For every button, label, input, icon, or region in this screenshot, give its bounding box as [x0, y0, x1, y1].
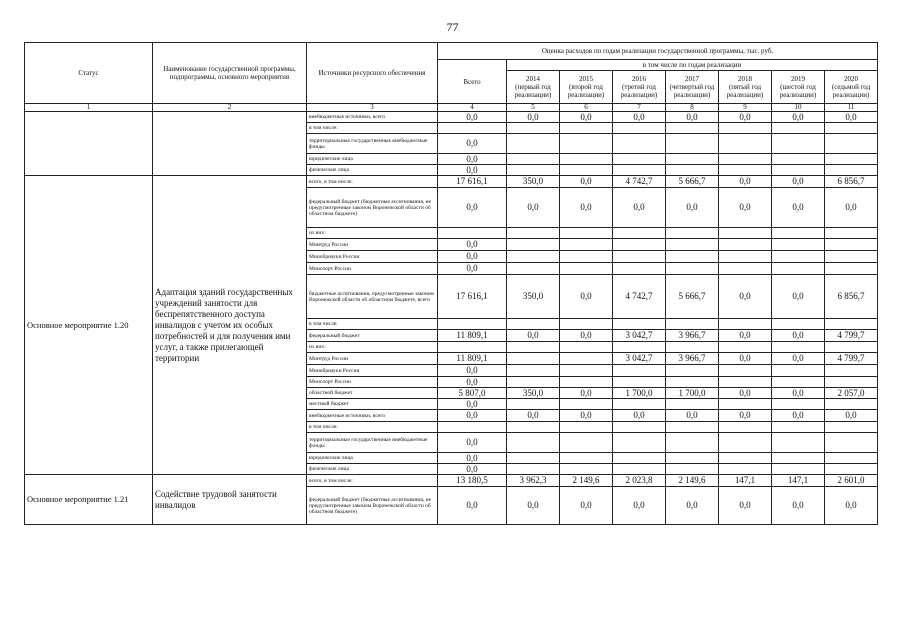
year-value-cell	[772, 319, 825, 330]
year-value-cell	[666, 365, 719, 377]
year-sublabel: (шестой год реализации)	[779, 83, 817, 99]
year-value-cell	[666, 228, 719, 239]
source-cell: в том числе:	[307, 123, 438, 134]
total-value-cell: 0,0	[438, 134, 507, 154]
year-value-cell: 5 666,7	[666, 275, 719, 319]
year-value-cell	[666, 342, 719, 353]
source-cell: территориальные государственные внебюджетные фонды	[307, 134, 438, 154]
year-value-cell: 0,0	[719, 188, 772, 228]
year-value-cell	[560, 433, 613, 453]
year-value-cell	[719, 422, 772, 433]
year-value-cell	[719, 342, 772, 353]
source-cell: Минспорт России	[307, 263, 438, 275]
year-label: 2016	[632, 75, 646, 83]
year-value-cell: 0,0	[560, 410, 613, 422]
year-value-cell	[666, 319, 719, 330]
year-value-cell	[613, 165, 666, 176]
year-value-cell	[825, 228, 878, 239]
year-value-cell	[507, 464, 560, 475]
year-sublabel: (второй год реализации)	[567, 83, 605, 99]
program-name-cell	[153, 112, 307, 176]
year-value-cell	[560, 251, 613, 263]
year-value-cell	[666, 154, 719, 165]
year-value-cell: 0,0	[772, 188, 825, 228]
year-value-cell	[613, 228, 666, 239]
year-value-cell	[825, 123, 878, 134]
source-cell: в том числе:	[307, 422, 438, 433]
year-value-cell: 2 057,0	[825, 388, 878, 399]
year-value-cell	[666, 123, 719, 134]
header-by-years: в том числе по годам реализации	[507, 60, 878, 71]
total-value-cell	[438, 319, 507, 330]
total-value-cell	[438, 228, 507, 239]
year-value-cell: 0,0	[560, 112, 613, 123]
year-value-cell: 0,0	[719, 353, 772, 365]
year-sublabel: (третий год реализации)	[620, 83, 658, 99]
year-value-cell	[825, 239, 878, 251]
column-number: 2	[153, 104, 307, 112]
year-value-cell	[666, 251, 719, 263]
year-value-cell	[507, 263, 560, 275]
year-value-cell: 0,0	[666, 112, 719, 123]
year-value-cell	[507, 228, 560, 239]
year-sublabel: (первый год реализации)	[514, 83, 552, 99]
year-value-cell	[666, 239, 719, 251]
year-value-cell	[507, 377, 560, 388]
source-cell: бюджетные ассигнования, предусмотренные законом Воронежской области об областном бюджете, всего	[307, 275, 438, 319]
year-value-cell	[507, 239, 560, 251]
year-value-cell	[613, 251, 666, 263]
year-value-cell	[719, 239, 772, 251]
year-value-cell: 0,0	[772, 410, 825, 422]
source-cell: всего, в том числе:	[307, 475, 438, 487]
year-value-cell: 1 700,0	[613, 388, 666, 399]
status-cell: Основное мероприятие 1.20	[25, 176, 153, 475]
year-value-cell	[613, 263, 666, 275]
year-value-cell	[825, 251, 878, 263]
year-value-cell: 0,0	[507, 330, 560, 342]
year-value-cell: 0,0	[560, 330, 613, 342]
total-value-cell: 0,0	[438, 154, 507, 165]
year-value-cell	[719, 251, 772, 263]
year-value-cell: 2 601,0	[825, 475, 878, 487]
year-value-cell	[507, 399, 560, 410]
total-value-cell	[438, 422, 507, 433]
year-value-cell: 0,0	[772, 353, 825, 365]
year-value-cell	[772, 464, 825, 475]
year-value-cell: 0,0	[719, 275, 772, 319]
year-value-cell: 3 966,7	[666, 330, 719, 342]
total-value-cell: 0,0	[438, 239, 507, 251]
year-value-cell	[719, 377, 772, 388]
year-value-cell	[666, 134, 719, 154]
year-value-cell: 0,0	[825, 487, 878, 525]
column-number: 3	[307, 104, 438, 112]
total-value-cell: 0,0	[438, 188, 507, 228]
year-value-cell	[613, 433, 666, 453]
column-number: 10	[772, 104, 825, 112]
year-value-cell	[772, 342, 825, 353]
year-value-cell	[507, 251, 560, 263]
year-value-cell: 5 666,7	[666, 176, 719, 188]
year-value-cell: 6 856,7	[825, 275, 878, 319]
year-label: 2017	[685, 75, 699, 83]
total-value-cell: 0,0	[438, 399, 507, 410]
year-value-cell	[507, 165, 560, 176]
year-value-cell: 3 962,3	[507, 475, 560, 487]
source-cell: Минспорт России	[307, 377, 438, 388]
year-value-cell	[507, 319, 560, 330]
source-cell: Минтруд России	[307, 239, 438, 251]
year-value-cell	[613, 377, 666, 388]
year-value-cell	[825, 154, 878, 165]
year-value-cell: 147,1	[772, 475, 825, 487]
year-value-cell	[825, 342, 878, 353]
year-value-cell	[772, 263, 825, 275]
year-value-cell	[560, 453, 613, 464]
year-value-cell	[719, 365, 772, 377]
year-value-cell: 4 742,7	[613, 275, 666, 319]
source-cell: федеральный бюджет	[307, 330, 438, 342]
year-value-cell	[772, 228, 825, 239]
column-number: 5	[507, 104, 560, 112]
total-value-cell: 17 616,1	[438, 275, 507, 319]
year-value-cell	[772, 433, 825, 453]
source-cell: Минобрнауки России	[307, 251, 438, 263]
column-number: 6	[560, 104, 613, 112]
year-value-cell	[560, 165, 613, 176]
year-value-cell	[613, 453, 666, 464]
year-value-cell: 350,0	[507, 275, 560, 319]
source-cell: местный бюджет	[307, 399, 438, 410]
year-value-cell: 0,0	[772, 330, 825, 342]
year-value-cell: 0,0	[560, 388, 613, 399]
total-value-cell: 11 809,1	[438, 330, 507, 342]
year-value-cell: 3 966,7	[666, 353, 719, 365]
year-value-cell: 0,0	[560, 188, 613, 228]
header-year-2018	[719, 71, 772, 104]
year-value-cell	[666, 165, 719, 176]
year-value-cell: 0,0	[507, 188, 560, 228]
year-value-cell: 0,0	[772, 176, 825, 188]
year-value-cell	[772, 239, 825, 251]
year-value-cell	[825, 134, 878, 154]
year-value-cell	[613, 399, 666, 410]
year-value-cell: 3 042,7	[613, 353, 666, 365]
year-value-cell	[825, 263, 878, 275]
year-value-cell	[613, 422, 666, 433]
year-value-cell	[613, 342, 666, 353]
year-label: 2020	[844, 75, 859, 83]
year-value-cell	[825, 453, 878, 464]
year-value-cell	[507, 134, 560, 154]
year-value-cell	[666, 422, 719, 433]
year-value-cell	[772, 154, 825, 165]
header-source: Источники ресурсного обеспечения	[307, 43, 438, 104]
total-value-cell: 5 807,0	[438, 388, 507, 399]
year-value-cell	[719, 123, 772, 134]
year-value-cell	[560, 154, 613, 165]
year-value-cell: 0,0	[560, 176, 613, 188]
year-value-cell	[560, 263, 613, 275]
year-value-cell	[560, 123, 613, 134]
column-number: 7	[613, 104, 666, 112]
year-value-cell	[772, 365, 825, 377]
year-value-cell	[560, 342, 613, 353]
year-value-cell	[507, 365, 560, 377]
year-sublabel: (пятый год реализации)	[726, 83, 764, 99]
year-value-cell	[825, 422, 878, 433]
header-year-2015	[560, 71, 613, 104]
year-value-cell: 6 856,7	[825, 176, 878, 188]
year-value-cell	[719, 134, 772, 154]
year-value-cell	[560, 377, 613, 388]
header-status: Статус	[25, 43, 153, 104]
column-number: 11	[825, 104, 878, 112]
header-year-2019	[772, 71, 825, 104]
total-value-cell: 0,0	[438, 464, 507, 475]
source-cell: Минобрнауки России	[307, 365, 438, 377]
year-value-cell: 350,0	[507, 176, 560, 188]
total-value-cell: 0,0	[438, 263, 507, 275]
year-value-cell: 2 149,6	[666, 475, 719, 487]
year-value-cell	[507, 123, 560, 134]
total-value-cell: 13 180,5	[438, 475, 507, 487]
year-value-cell: 0,0	[772, 487, 825, 525]
source-cell: территориальные государственные внебюджетные фонды	[307, 433, 438, 453]
year-value-cell	[560, 365, 613, 377]
year-value-cell	[772, 134, 825, 154]
year-value-cell	[719, 228, 772, 239]
total-value-cell: 0,0	[438, 112, 507, 123]
status-cell	[25, 112, 153, 176]
year-value-cell: 0,0	[613, 410, 666, 422]
source-cell: областной бюджет	[307, 388, 438, 399]
table-row	[25, 176, 878, 188]
year-value-cell: 0,0	[507, 410, 560, 422]
source-cell: юридические лица	[307, 154, 438, 165]
year-label: 2018	[738, 75, 752, 83]
year-value-cell	[613, 123, 666, 134]
year-sublabel: (четвертый год реализации)	[669, 83, 715, 99]
year-value-cell	[772, 165, 825, 176]
total-value-cell: 0,0	[438, 165, 507, 176]
table-row	[25, 475, 878, 487]
total-value-cell: 0,0	[438, 365, 507, 377]
year-value-cell	[719, 433, 772, 453]
year-value-cell	[613, 464, 666, 475]
year-value-cell: 0,0	[825, 410, 878, 422]
year-value-cell: 0,0	[666, 188, 719, 228]
year-value-cell: 3 042,7	[613, 330, 666, 342]
year-value-cell	[772, 251, 825, 263]
year-sublabel: (седьмой год реализации)	[831, 83, 871, 99]
program-name-cell: Содействие трудовой занятости инвалидов	[153, 475, 307, 525]
year-value-cell: 0,0	[719, 330, 772, 342]
year-value-cell	[719, 319, 772, 330]
year-label: 2019	[791, 75, 805, 83]
source-cell: федеральный бюджет (бюджетные ассигнования, не предусмотренные законом Воронежской области об областном бюджете)	[307, 188, 438, 228]
year-value-cell	[825, 377, 878, 388]
page-number: 77	[446, 20, 459, 34]
year-value-cell	[719, 453, 772, 464]
source-cell: физические лица	[307, 165, 438, 176]
year-value-cell	[719, 154, 772, 165]
source-cell: Минтруд России	[307, 353, 438, 365]
year-value-cell: 0,0	[613, 188, 666, 228]
year-value-cell: 0,0	[719, 176, 772, 188]
header-year-2016	[613, 71, 666, 104]
year-value-cell	[825, 399, 878, 410]
source-cell: из них:	[307, 228, 438, 239]
year-value-cell	[772, 123, 825, 134]
source-cell: внебюджетные источники, всего	[307, 112, 438, 123]
year-value-cell	[560, 399, 613, 410]
total-value-cell: 0,0	[438, 453, 507, 464]
year-value-cell: 4 742,7	[613, 176, 666, 188]
year-value-cell	[825, 365, 878, 377]
program-name-cell: Адаптация зданий государственных учреждений занятости для беспрепятственного доступа инвалидов с учетом их особых потребностей и для получения ими услуг, а также прилегающей территории	[153, 176, 307, 475]
year-value-cell: 0,0	[825, 112, 878, 123]
year-value-cell	[666, 433, 719, 453]
year-value-cell: 0,0	[666, 487, 719, 525]
year-value-cell: 0,0	[772, 275, 825, 319]
source-cell: юридические лица	[307, 453, 438, 464]
year-value-cell	[560, 464, 613, 475]
year-value-cell	[507, 453, 560, 464]
year-value-cell	[666, 263, 719, 275]
year-value-cell: 4 799,7	[825, 330, 878, 342]
year-value-cell	[613, 154, 666, 165]
status-cell: Основное мероприятие 1.21	[25, 475, 153, 525]
year-value-cell	[507, 342, 560, 353]
year-value-cell: 0,0	[560, 275, 613, 319]
year-value-cell	[772, 422, 825, 433]
source-cell: всего, в том числе:	[307, 176, 438, 188]
year-value-cell	[666, 464, 719, 475]
year-value-cell	[666, 399, 719, 410]
table-row	[25, 112, 878, 123]
year-value-cell: 0,0	[719, 487, 772, 525]
header-year-2014	[507, 71, 560, 104]
year-value-cell	[560, 134, 613, 154]
year-value-cell: 0,0	[507, 112, 560, 123]
year-value-cell	[613, 365, 666, 377]
year-value-cell	[772, 377, 825, 388]
budget-table	[24, 42, 878, 525]
year-value-cell	[772, 399, 825, 410]
total-value-cell: 0,0	[438, 433, 507, 453]
year-value-cell: 2 023,8	[613, 475, 666, 487]
year-value-cell: 0,0	[719, 388, 772, 399]
year-value-cell: 0,0	[719, 112, 772, 123]
column-number: 4	[438, 104, 507, 112]
year-value-cell	[719, 464, 772, 475]
total-value-cell: 0,0	[438, 251, 507, 263]
year-label: 2014	[526, 75, 540, 83]
header-total: Всего	[438, 60, 507, 104]
year-value-cell	[560, 353, 613, 365]
year-value-cell	[560, 422, 613, 433]
year-value-cell	[507, 433, 560, 453]
year-label: 2015	[579, 75, 593, 83]
year-value-cell	[772, 453, 825, 464]
year-value-cell	[507, 422, 560, 433]
year-value-cell	[666, 453, 719, 464]
header-year-2020	[825, 71, 878, 104]
year-value-cell	[825, 319, 878, 330]
total-value-cell	[438, 342, 507, 353]
year-value-cell: 0,0	[560, 487, 613, 525]
header-year-2017	[666, 71, 719, 104]
column-number: 1	[25, 104, 153, 112]
year-value-cell	[507, 154, 560, 165]
year-value-cell: 0,0	[719, 410, 772, 422]
year-value-cell: 0,0	[507, 487, 560, 525]
year-value-cell: 0,0	[772, 112, 825, 123]
year-value-cell	[560, 319, 613, 330]
year-value-cell	[719, 165, 772, 176]
year-value-cell: 350,0	[507, 388, 560, 399]
total-value-cell: 0,0	[438, 377, 507, 388]
year-value-cell: 2 149,6	[560, 475, 613, 487]
year-value-cell: 0,0	[666, 410, 719, 422]
year-value-cell	[613, 134, 666, 154]
source-cell: федеральный бюджет (бюджетные ассигнования, не предусмотренные законом Воронежской области об областном бюджете)	[307, 487, 438, 525]
year-value-cell: 147,1	[719, 475, 772, 487]
year-value-cell	[507, 353, 560, 365]
year-value-cell	[825, 464, 878, 475]
year-value-cell: 4 799,7	[825, 353, 878, 365]
year-value-cell	[719, 263, 772, 275]
source-cell: физические лица	[307, 464, 438, 475]
column-number: 9	[719, 104, 772, 112]
header-estimate: Оценка расходов по годам реализации государственной программы, тыс. руб.	[438, 43, 878, 60]
year-value-cell	[560, 228, 613, 239]
total-value-cell: 17 616,1	[438, 176, 507, 188]
header-name: Наименование государственной программы, подпрограммы, основного мероприятия	[153, 43, 307, 104]
year-value-cell: 0,0	[772, 388, 825, 399]
year-value-cell	[666, 377, 719, 388]
source-cell: в том числе:	[307, 319, 438, 330]
total-value-cell: 0,0	[438, 487, 507, 525]
column-number: 8	[666, 104, 719, 112]
source-cell: внебюджетные источники, всего	[307, 410, 438, 422]
year-value-cell	[560, 239, 613, 251]
total-value-cell: 11 809,1	[438, 353, 507, 365]
year-value-cell	[825, 165, 878, 176]
year-value-cell: 1 700,0	[666, 388, 719, 399]
source-cell: из них:	[307, 342, 438, 353]
total-value-cell	[438, 123, 507, 134]
year-value-cell: 0,0	[613, 112, 666, 123]
year-value-cell	[719, 399, 772, 410]
year-value-cell: 0,0	[825, 188, 878, 228]
total-value-cell: 0,0	[438, 410, 507, 422]
year-value-cell	[825, 433, 878, 453]
year-value-cell: 0,0	[613, 487, 666, 525]
year-value-cell	[613, 239, 666, 251]
year-value-cell	[613, 319, 666, 330]
